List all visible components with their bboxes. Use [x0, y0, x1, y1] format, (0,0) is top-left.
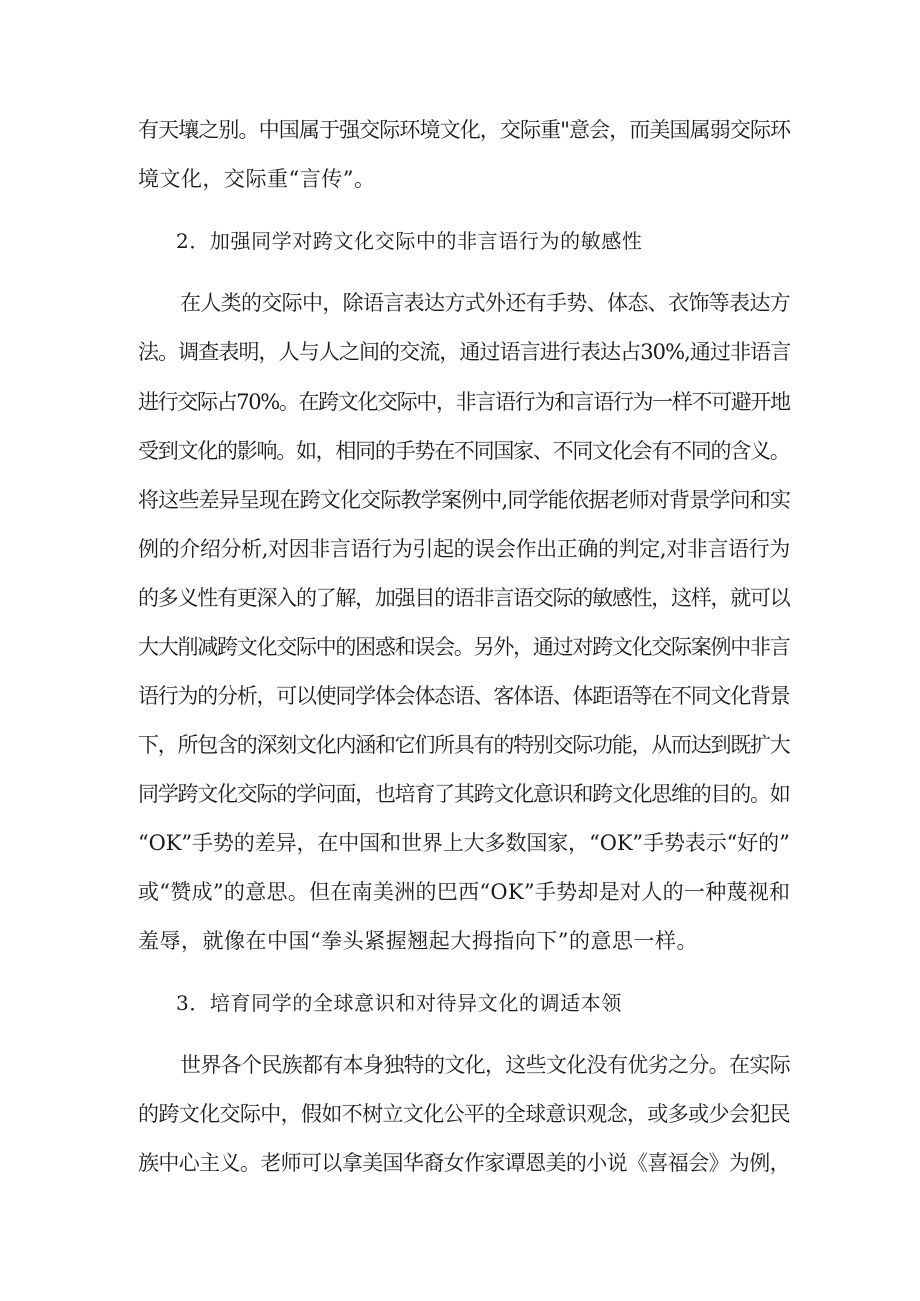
text-line: 进行交际占70%。在跨文化交际中，非言语行为和言语行为一样不可避开地 — [138, 390, 790, 414]
section-heading-2: 2．加强同学对跨文化交际中的非言语行为的敏感性 — [176, 229, 643, 253]
text-line: 的跨文化交际中，假如不树立文化公平的全球意识观念，或多或少会犯民 — [138, 1102, 790, 1126]
text-line: 语行为的分析，可以使同学体会体态语、客体语、体距语等在不同文化背景 — [138, 684, 790, 708]
text-line: 的多义性有更深入的了解，加强目的语非言语交际的敏感性，这样，就可以 — [138, 586, 790, 610]
text-line: 大大削减跨文化交际中的困惑和误会。另外，通过对跨文化交际案例中非言 — [138, 635, 790, 659]
text-line: 族中心主义。老师可以拿美国华裔女作家谭恩美的小说《喜福会》为例， — [138, 1151, 790, 1175]
text-line: 境文化，交际重“言传”。 — [138, 167, 376, 191]
text-line: 受到文化的影响。如，相同的手势在不同国家、不同文化会有不同的含义。 — [138, 439, 790, 463]
text-line: 有天壤之别。中国属于强交际环境文化，交际重"意会，而美国属弱交际环 — [138, 118, 791, 142]
text-line: 羞辱，就像在中国“拳头紧握翘起大拇指向下”的意思一样。 — [138, 929, 698, 953]
text-line: 或“赞成”的意思。但在南美洲的巴西“OK”手势却是对人的一种蔑视和 — [138, 880, 791, 904]
text-line: 法。调查表明，人与人之间的交流，通过语言进行表达占30%,通过非语言 — [138, 340, 791, 364]
text-line: “OK”手势的差异，在中国和世界上大多数国家，“OK”手势表示“好的” — [138, 831, 790, 855]
section-heading-3: 3．培育同学的全球意识和对待异文化的调适本领 — [176, 991, 622, 1015]
text-line: 将这些差异呈现在跨文化交际教学案例中,同学能依据老师对背景学问和实 — [138, 488, 791, 512]
text-line: 下，所包含的深刻文化内涵和它们所具有的特别交际功能，从而达到既扩大 — [138, 733, 790, 757]
text-line: 同学跨文化交际的学问面，也培育了其跨文化意识和跨文化思维的目的。如 — [138, 782, 790, 806]
text-line: 例的介绍分析,对因非言语行为引起的误会作出正确的判定,对非言语行为 — [138, 537, 790, 561]
text-line: 世界各个民族都有本身独特的文化，这些文化没有优劣之分。在实际 — [180, 1053, 790, 1077]
text-line: 在人类的交际中，除语言表达方式外还有手势、体态、衣饰等表达方 — [180, 291, 790, 315]
